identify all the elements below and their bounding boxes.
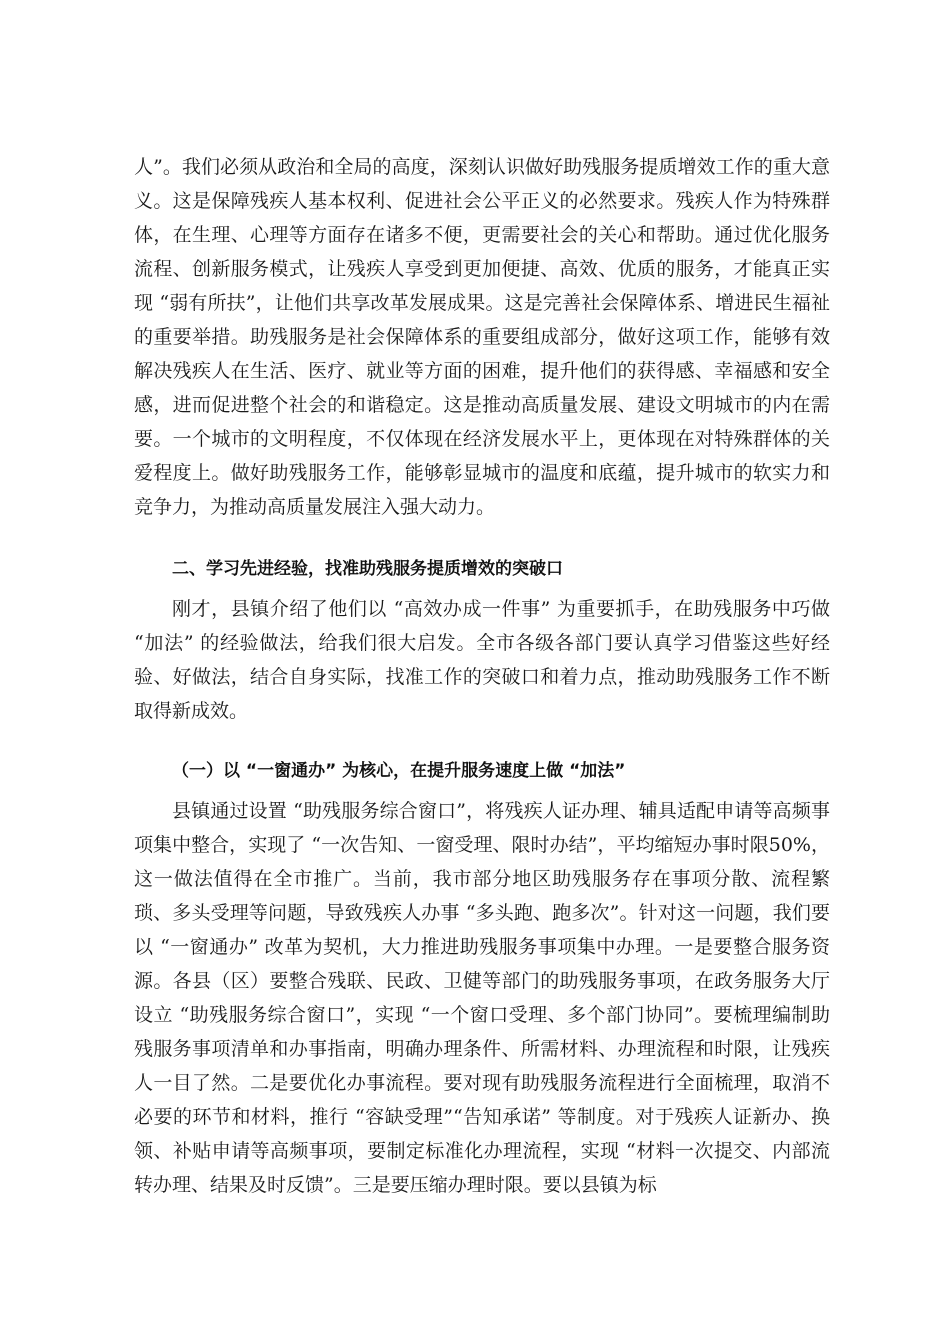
subsection-heading: （一）以 “一窗通办” 为核心，在提升服务速度上做 “加法”: [172, 761, 626, 781]
body-paragraph: 人”。我们必须从政治和全局的高度，深刻认识做好助残服务提质增效工作的重大意义。这是保障残疾人基本权利、促进社会公平正义的必然要求。残疾人作为特殊群体，在生理、心理等方面存在诸多不便，更需要社会的关心和帮助。通过优化服务流程、创新服务模式，让残疾人享受到更加便捷、高效、优质的服务，才能真正实现 “弱有所扶”，让他们共享改革发展成果。这是完善社会保障体系、增进民生福祉的重要举措。助残服务是社会保障体系的重要组成部分，做好这项工作，能够有效解决残疾人在生活、医疗、就业等方面的困难，提升他们的获得感、幸福感和安全感，进而促进整个社会的和谐稳定。这是推动高质量发展、建设文明城市的内在需要。一个城市的文明程度，不仅体现在经济发展水平上，更体现在对特殊群体的关爱程度上。做好助残服务工作，能够彰显城市的温度和底蕴，提升城市的软实力和竞争力，为推动高质量发展注入强大动力。: [134, 156, 830, 518]
section-heading: 二、学习先进经验，找准助残服务提质增效的突破口: [172, 559, 563, 579]
body-paragraph: 县镇通过设置 “助残服务综合窗口”，将残疾人证办理、辅具适配申请等高频事项集中整合，实现了 “一次告知、一窗受理、限时办结”，平均缩短办事时限50%，这一做法值得在全市推广。当前，我市部分地区助残服务存在事项分散、流程繁琐、多头受理等问题，导致残疾人办事 “多头跑、跑多次”。针对这一问题，我们要以 “一窗通办” 改革为契机，大力推进助残服务事项集中办理。一是要整合服务资源。各县（区）要整合残联、民政、卫健等部门的助残服务事项，在政务服务大厅设立 “助残服务综合窗口”，实现 “一个窗口受理、多个部门协同”。要梳理编制助残服务事项清单和办事指南，明确办理条件、所需材料、办理流程和时限，让残疾人一目了然。二是要优化办事流程。要对现有助残服务流程进行全面梳理，取消不必要的环节和材料，推行 “容缺受理”“告知承诺” 等制度。对于残疾人证新办、换领、补贴申请等高频事项，要制定标准化办理流程，实现 “材料一次提交、内部流转办理、结果及时反馈”。三是要压缩办理时限。要以县镇为标: [134, 800, 830, 1196]
body-paragraph: 刚才，县镇介绍了他们以 “高效办成一件事” 为重要抓手，在助残服务中巧做 “加法” 的经验做法，给我们很大启发。全市各级各部门要认真学习借鉴这些好经验、好做法，结合自身实际，找准工作的突破口和着力点，推动助残服务工作不断取得新成效。: [134, 598, 830, 722]
document-body: [134, 150, 830, 1202]
